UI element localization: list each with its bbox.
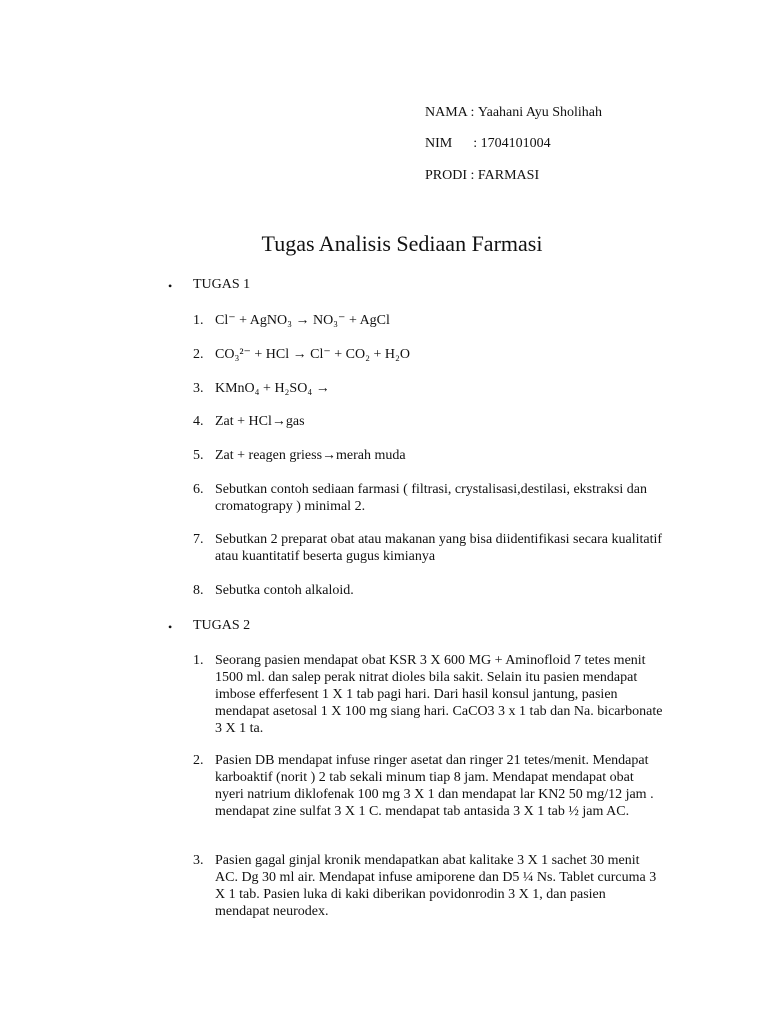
nama-label: NAMA : <box>425 105 478 120</box>
item-text: KMnO₄ + H₂SO₄ → <box>215 381 330 396</box>
item-number: 4. <box>193 414 204 429</box>
page-title: Tugas Analisis Sediaan Farmasi <box>261 231 543 256</box>
item-text: Sebutkan contoh sediaan farmasi ( filtrasi, crystalisasi,destilasi, ekstraksi dan cromatograpy ) minimal 2. <box>215 482 647 514</box>
item-number: 6. <box>193 482 204 497</box>
list-item <box>193 652 663 737</box>
list-item <box>193 447 663 464</box>
prodi-value: FARMASI <box>477 168 540 183</box>
item-text: Zat + HCl→gas <box>215 414 305 429</box>
nim-value: 1704101004 <box>480 136 551 151</box>
bullet-tugas2: • <box>168 620 173 634</box>
item-number: 1. <box>193 653 204 668</box>
nim-label: NIM : <box>425 136 481 151</box>
header-nama <box>425 104 602 122</box>
header-nim <box>425 135 551 153</box>
item-number: 1. <box>193 313 204 328</box>
item-text: Pasien DB mendapat infuse ringer asetat dan ringer 21 tetes/menit. Mendapat karboaktif (norit ) 2 tab sekali minum tiap 8 jam. Mendapat mendapat obat nyeri natrium diklofenak 100 mg 3 X 1 dan mendapat lar KN2 50 mg/12 jam . mendapat zine sulfat 3 X 1 C. mendapat tab antasida 3 X 1 tab ½ jam AC. <box>215 753 654 819</box>
item-text: CO₃²⁻ + HCl → Cl⁻ + CO₂ + H₂O <box>215 347 410 362</box>
item-number: 7. <box>193 532 204 547</box>
item-number: 3. <box>193 381 204 396</box>
section-heading-tugas1: TUGAS 1 <box>193 277 251 292</box>
item-text: Seorang pasien mendapat obat KSR 3 X 600 MG + Aminofloid 7 tetes menit 1500 ml. dan salep perak nitrat dioles bila sakit. Selain itu pasien mendapat imbose efferfesent 1 X 1 tab pagi hari. Dari hasil konsul jantung, pasien mendapat asetosal 1 X 100 mg siang hari. CaCO3 3 x 1 tab dan Na. bicarbonate 3 X 1 ta. <box>215 653 663 736</box>
item-number: 3. <box>193 853 204 868</box>
list-item <box>193 852 663 920</box>
item-text: Zat + reagen griess→merah muda <box>215 448 406 463</box>
item-number: 5. <box>193 448 204 463</box>
section-heading-tugas2: TUGAS 2 <box>193 618 251 633</box>
item-number: 8. <box>193 583 204 598</box>
item-number: 2. <box>193 347 204 362</box>
header-prodi <box>425 167 539 185</box>
list-item <box>193 752 663 820</box>
list-item <box>193 582 663 599</box>
item-text: Sebutkan 2 preparat obat atau makanan yang bisa diidentifikasi secara kualitatif atau kuantitatif beserta gugus kimianya <box>215 532 663 564</box>
list-item <box>193 346 663 363</box>
item-text: Cl⁻ + AgNO₃ → NO₃⁻ + AgCl <box>215 313 390 328</box>
list-item <box>193 380 663 397</box>
item-text: Sebutka contoh alkaloid. <box>215 583 354 598</box>
bullet-tugas1: • <box>168 279 173 293</box>
item-text: Pasien gagal ginjal kronik mendapatkan abat kalitake 3 X 1 sachet 30 menit AC. Dg 30 ml air. Mendapat infuse amiporene dan D5 ¼ Ns. Tablet curcuma 3 X 1 tab. Pasien luka di kaki diberikan povidonrodin 3 X 1, dan pasien mendapat neurodex. <box>215 853 657 919</box>
list-item <box>193 312 663 329</box>
list-item <box>193 531 663 565</box>
list-item <box>193 413 663 430</box>
list-item <box>193 481 663 515</box>
prodi-label: PRODI : <box>425 168 478 183</box>
nama-value: Yaahani Ayu Sholihah <box>477 105 602 120</box>
item-number: 2. <box>193 753 204 768</box>
